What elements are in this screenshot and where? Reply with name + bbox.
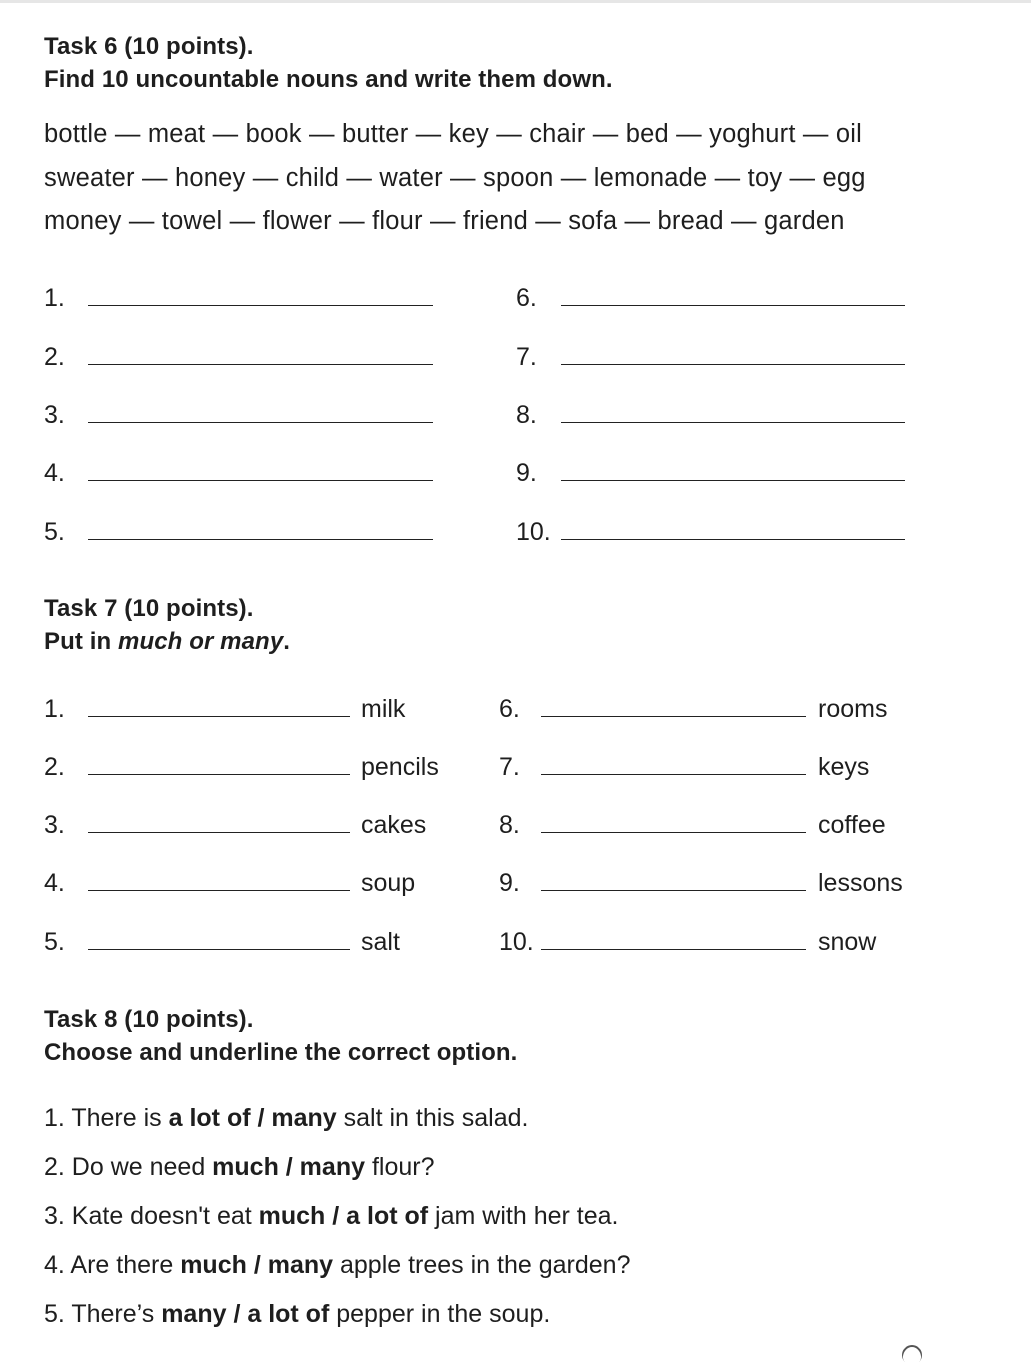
task6-answer-blank[interactable]: [561, 480, 905, 481]
task8-sentence: [44, 1251, 630, 1280]
task7-number: 5.: [44, 928, 65, 956]
task7-number: 1.: [44, 695, 65, 723]
sentence-post: jam with her tea.: [428, 1202, 619, 1230]
task6-answer-blank[interactable]: [561, 364, 905, 365]
task7-instruction: [44, 628, 290, 656]
task6-number: 8.: [516, 401, 537, 429]
task7-answer-blank[interactable]: [88, 832, 350, 833]
task8-sentence: [44, 1300, 550, 1329]
task6-word-line: sweater — honey — child — water — spoon — lemonade — toy — egg: [44, 164, 866, 192]
task7-noun: rooms: [818, 695, 888, 723]
sentence-options[interactable]: many / a lot of: [161, 1300, 330, 1328]
task6-answer-blank[interactable]: [88, 305, 433, 306]
task6-answer-blank[interactable]: [561, 305, 905, 306]
task7-answer-blank[interactable]: [541, 716, 806, 717]
task6-word-line: money — towel — flower — flour — friend — sofa — bread — garden: [44, 207, 845, 235]
task7-noun: keys: [818, 753, 870, 781]
task7-noun: soup: [361, 869, 416, 897]
task7-answer-blank[interactable]: [88, 890, 350, 891]
task8-sentence: [44, 1202, 618, 1231]
task8-sentence: [44, 1104, 528, 1133]
task7-answer-blank[interactable]: [541, 774, 806, 775]
task7-noun: salt: [361, 928, 400, 956]
task6-number: 1.: [44, 284, 65, 312]
task6-number: 6.: [516, 284, 537, 312]
task7-number: 3.: [44, 811, 65, 839]
task7-answer-blank[interactable]: [88, 774, 350, 775]
task7-title: Task 7 (10 points).: [44, 595, 254, 622]
task7-number: 7.: [499, 753, 520, 781]
task7-number: 9.: [499, 869, 520, 897]
task6-answer-blank[interactable]: [88, 364, 433, 365]
task7-number: 2.: [44, 753, 65, 781]
sentence-options[interactable]: a lot of / many: [168, 1104, 337, 1132]
task7-instruction-italic: much or many: [118, 628, 284, 655]
task6-number: 9.: [516, 459, 537, 487]
task6-answer-blank[interactable]: [561, 422, 905, 423]
task7-number: 8.: [499, 811, 520, 839]
task6-answer-blank[interactable]: [561, 539, 905, 540]
task7-noun: milk: [361, 695, 406, 723]
sentence-pre: 3. Kate doesn't eat: [44, 1202, 259, 1230]
task7-number: 10.: [499, 928, 534, 956]
task6-answer-blank[interactable]: [88, 480, 433, 481]
sentence-post: salt in this salad.: [336, 1104, 529, 1132]
sentence-pre: 1. There is: [44, 1104, 169, 1132]
sentence-post: apple trees in the garden?: [333, 1251, 631, 1279]
task7-answer-blank[interactable]: [88, 716, 350, 717]
task7-noun: coffee: [818, 811, 886, 839]
task7-number: 6.: [499, 695, 520, 723]
sentence-options[interactable]: much / many: [180, 1251, 334, 1279]
top-border: [0, 0, 1031, 3]
sentence-post: flour?: [365, 1153, 435, 1181]
sentence-post: pepper in the soup.: [329, 1300, 551, 1328]
task6-answer-blank[interactable]: [88, 539, 433, 540]
task6-number: 7.: [516, 343, 537, 371]
sentence-pre: 2. Do we need: [44, 1153, 213, 1181]
task6-number: 10.: [516, 518, 551, 546]
task7-instruction-suffix: .: [283, 628, 291, 655]
task6-number: 5.: [44, 518, 65, 546]
task8-instruction: Choose and underline the correct option.: [44, 1039, 518, 1066]
task6-instruction: Find 10 uncountable nouns and write them down.: [44, 66, 613, 93]
sentence-pre: 4. Are there: [44, 1251, 181, 1279]
task7-number: 4.: [44, 869, 65, 897]
task7-noun: lessons: [818, 869, 903, 897]
task6-number: 3.: [44, 401, 65, 429]
task7-noun: pencils: [361, 753, 439, 781]
task7-answer-blank[interactable]: [541, 949, 806, 950]
task7-noun: snow: [818, 928, 877, 956]
sentence-options[interactable]: much / many: [212, 1153, 365, 1181]
task7-answer-blank[interactable]: [88, 949, 350, 950]
task6-answer-blank[interactable]: [88, 422, 433, 423]
sentence-options[interactable]: much / a lot of: [258, 1202, 429, 1230]
task7-answer-blank[interactable]: [541, 890, 806, 891]
task6-title: Task 6 (10 points).: [44, 33, 254, 60]
task6-number: 4.: [44, 459, 65, 487]
task7-answer-blank[interactable]: [541, 832, 806, 833]
task7-instruction-prefix: Put in: [44, 628, 119, 655]
task8-title: Task 8 (10 points).: [44, 1006, 254, 1033]
sentence-pre: 5. There’s: [44, 1300, 162, 1328]
task7-noun: cakes: [361, 811, 427, 839]
task6-number: 2.: [44, 343, 65, 371]
task8-sentence: [44, 1153, 434, 1182]
task6-word-line: bottle — meat — book — butter — key — chair — bed — yoghurt — oil: [44, 120, 862, 148]
